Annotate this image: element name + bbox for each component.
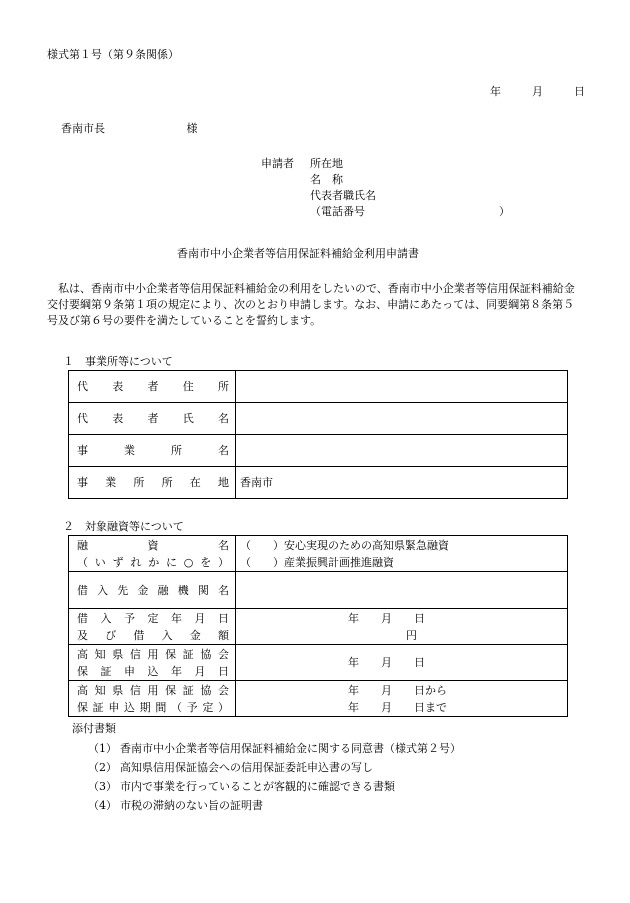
- office-name-label: 事業所名: [69, 435, 236, 467]
- attachment-text: 市税の滞納のない旨の証明書: [120, 799, 263, 812]
- applicant-address-label: 所在地: [310, 157, 343, 170]
- borrow-label: [69, 609, 236, 645]
- office-location-field[interactable]: 香南市: [236, 467, 568, 499]
- attachment-number: （1）: [88, 742, 117, 755]
- applicant-name-label: 名 称: [310, 173, 343, 186]
- borrow-amount: 円: [406, 628, 417, 642]
- list-item: [88, 777, 461, 796]
- applicant-block: [261, 156, 510, 220]
- guarantee-period-label-1: 高知県信用保証協会: [77, 683, 229, 697]
- attachment-text: 高知県信用保証協会への信用保証委託申込書の写し: [120, 761, 373, 774]
- table-row: [69, 609, 568, 645]
- section2-table: [68, 535, 568, 717]
- borrow-date: 年 月 日: [348, 611, 425, 625]
- table-row: [69, 467, 568, 499]
- loan-choice-1[interactable]: （ ）安心実現のための高知県緊急融資: [240, 538, 449, 552]
- borrow-label-2: 及び借入金額: [77, 628, 229, 642]
- section2-heading: ２ 対象融資等について: [63, 520, 184, 533]
- bank-label: [69, 572, 236, 609]
- rep-address-field[interactable]: [236, 371, 568, 403]
- guarantee-period-from: 年 月 日から: [348, 683, 447, 697]
- attachment-text: 市内で事業を行っていることが客観的に確認できる書類: [120, 780, 395, 793]
- applicant-label: 申請者: [261, 157, 294, 170]
- table-row: [69, 645, 568, 681]
- list-item: [88, 739, 461, 758]
- date-line: [490, 85, 585, 98]
- applicant-tel-close: ）: [499, 205, 510, 218]
- guarantee-apply-date: 年 月 日: [348, 656, 425, 669]
- table-row: [69, 435, 568, 467]
- guarantee-apply-label: [69, 645, 236, 681]
- guarantee-period-field[interactable]: [236, 681, 568, 717]
- document-title: 香南市中小企業者等信用保証料補給金利用申請書: [177, 247, 419, 260]
- date-month: 月: [532, 85, 543, 98]
- office-location-label: 事業所所在地: [69, 467, 236, 499]
- attachment-text: 香南市中小企業者等信用保証料補給金に関する同意書（様式第２号）: [120, 742, 461, 755]
- guarantee-period-to: 年 月 日まで: [348, 700, 447, 714]
- guarantee-period-label: [69, 681, 236, 717]
- rep-name-label: 代表者氏名: [69, 403, 236, 435]
- addressee: [61, 122, 198, 135]
- addressee-name: 香南市長: [61, 122, 105, 135]
- loan-choice-cell: [236, 536, 568, 572]
- table-row: [69, 371, 568, 403]
- loan-choice-2[interactable]: （ ）産業振興計画推進融資: [240, 555, 394, 569]
- loan-name-label: [69, 536, 236, 572]
- table-row: [69, 572, 568, 609]
- applicant-tel-label: （電話番号: [310, 205, 365, 218]
- loan-name-label-1: 融資名: [77, 538, 229, 552]
- attachments-heading: 添付書類: [72, 722, 116, 735]
- rep-address-label: 代表者住所: [69, 371, 236, 403]
- form-number: 様式第１号（第９条関係）: [47, 48, 179, 61]
- office-name-field[interactable]: [236, 435, 568, 467]
- table-row: [69, 681, 568, 717]
- borrow-field[interactable]: [236, 609, 568, 645]
- loan-name-label-2: （いずれかに○を）: [77, 555, 229, 569]
- attachment-number: （4）: [88, 799, 117, 812]
- borrow-label-1: 借入予定年月日: [77, 611, 229, 625]
- list-item: [88, 758, 461, 777]
- attachments-list: [88, 739, 461, 815]
- table-row: [69, 403, 568, 435]
- bank-field[interactable]: [236, 572, 568, 609]
- date-day: 日: [574, 85, 585, 98]
- rep-name-field[interactable]: [236, 403, 568, 435]
- guarantee-apply-field[interactable]: [236, 645, 568, 681]
- section1-heading: １ 事業所等について: [63, 355, 173, 368]
- attachment-number: （2）: [88, 761, 117, 774]
- guarantee-period-label-2: 保証申込期間（予定）: [77, 700, 229, 714]
- declaration-text: 私は、香南市中小企業者等信用保証料補給金の利用をしたいので、香南市中小企業者等信用保証料補給金交付要綱第９条第１項の規定により、次のとおり申請します。なお、申請にあたっては、同要綱第８条第５号及び第６号の要件を満たしていることを誓約します。: [47, 282, 575, 327]
- guarantee-apply-label-1: 高知県信用保証協会: [77, 647, 229, 661]
- attachment-number: （3）: [88, 780, 117, 793]
- applicant-rep-label: 代表者職氏名: [310, 189, 376, 202]
- table-row: [69, 536, 568, 572]
- bank-label-text: 借入先金融機関名: [77, 583, 229, 597]
- section1-table: [68, 370, 568, 499]
- guarantee-apply-label-2: 保証申込年月日: [77, 664, 229, 678]
- list-item: [88, 796, 461, 815]
- addressee-honorific: 様: [186, 122, 198, 135]
- date-year: 年: [490, 85, 501, 98]
